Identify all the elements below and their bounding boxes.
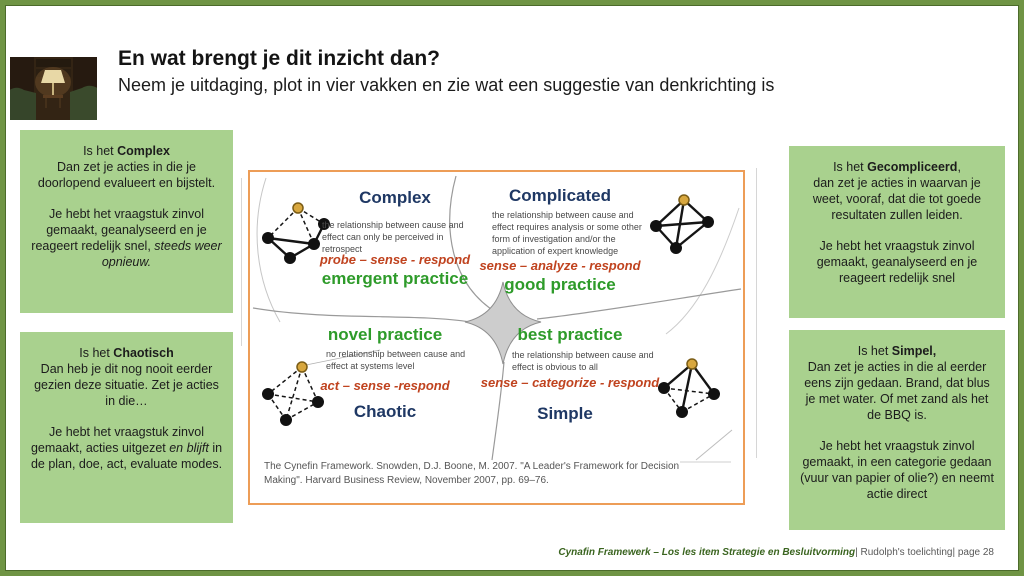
note-emphasis: steeds weer opnieuw. (101, 239, 222, 269)
note-simpel-paragraph-2 (798, 438, 996, 502)
note-text: , (957, 160, 961, 174)
slide-footer (558, 547, 994, 558)
quadrant-practice-simple: best practice (517, 325, 623, 344)
note-gecompliceerd-paragraph-1 (798, 159, 996, 223)
network-solid-dashed-icon (658, 359, 720, 418)
page-subtitle: Neem je uitdaging, plot in vier vakken en zie wat een suggestie van denkrichting is (118, 75, 775, 96)
diagram-citation: The Cynefin Framework. Snowden, D.J. Boone, M. 2007. "A Leader's Framework for Decision Making". Harvard Business Review, November 2007, pp. 69–76. (264, 461, 680, 486)
note-text: Is het (79, 346, 114, 360)
quadrant-desc-complex: the relationship between cause and effect can only be perceived in retrospect (322, 220, 464, 254)
note-text: Je hebt het vraagstuk zinvol gemaakt, acties uitgezet (30, 425, 204, 455)
note-chaotisch-paragraph-2 (29, 424, 224, 472)
right-placeholder-edge (756, 168, 757, 458)
note-box-simpel (789, 330, 1005, 530)
note-text: Is het (833, 160, 868, 174)
note-text: Dan zet je acties in die al eerder eens zijn gedaan. Brand, dat blus je met water. Of met zand als het de BBQ is. (804, 360, 990, 422)
note-chaotisch-paragraph-1 (29, 345, 224, 409)
quadrant-sequence-simple: sense – categorize - respond (480, 375, 660, 390)
note-keyword: Complex (117, 144, 170, 158)
quadrant-practice-complex: emergent practice (321, 269, 469, 288)
footer-page-info: | Rudolph's toelichting| page 28 (855, 547, 994, 558)
note-complex-paragraph-2 (29, 206, 224, 270)
quadrant-title-chaotic: Chaotic (353, 402, 417, 421)
note-box-gecompliceerd (789, 146, 1005, 318)
left-placeholder-edge (241, 178, 242, 346)
note-keyword: Gecompliceerd (867, 160, 958, 174)
note-keyword: Simpel, (891, 344, 937, 358)
note-gecompliceerd-paragraph-2 (798, 238, 996, 286)
note-complex-paragraph-1 (29, 143, 224, 191)
quadrant-practice-chaotic: novel practice (327, 325, 443, 344)
page-title: En wat brengt je dit inzicht dan? (118, 47, 441, 70)
quadrant-title-simple: Simple (537, 404, 593, 423)
note-text: Dan heb je dit nog nooit eerder gezien deze situatie. Zet je acties in die… (34, 362, 219, 408)
note-box-chaotisch (20, 332, 233, 523)
quadrant-desc-complicated: the relationship between cause and effect requires analysis or some other form of investigation and/or the application of expert knowledge (492, 210, 642, 256)
quadrant-sequence-complex: probe – sense - respond (319, 252, 471, 267)
note-text: Je hebt het vraagstuk zinvol gemaakt, in een categorie gedaan (vuur van papier of olie?) en neemt actie direct (800, 439, 994, 501)
note-emphasis: en blijft (169, 441, 209, 455)
note-text: Is het (83, 144, 118, 158)
divider-left (253, 308, 470, 322)
quadrant-practice-complicated: good practice (504, 275, 616, 294)
network-solid-lines-icon (650, 195, 714, 254)
title-block (118, 46, 898, 97)
cynefin-framework-diagram (248, 170, 745, 505)
quadrant-sequence-complicated: sense – analyze - respond (479, 258, 641, 273)
room-with-lamp-photo (10, 57, 97, 120)
quadrant-desc-simple: the relationship between cause and effect is obvious to all (512, 350, 654, 372)
quadrant-sequence-chaotic: act – sense -respond (320, 378, 450, 393)
note-text: Dan zet je acties in die je doorlopend evalueert en bijstelt. (37, 160, 216, 190)
note-text: in de plan, doe, act, evaluate modes. (30, 441, 223, 471)
note-box-complex (20, 130, 233, 313)
note-text: Je hebt het vraagstuk zinvol gemaakt, geanalyseerd en je reageert redelijk snel, (31, 207, 207, 253)
footer-course-title: Cynafin Framewerk – Los les item Strategie en Besluitvorming (558, 547, 856, 558)
note-text: Je hebt het vraagstuk zinvol gemaakt, geanalyseerd en je reageert redelijk snel (816, 239, 978, 285)
note-keyword: Chaotisch (113, 346, 174, 360)
note-simpel-paragraph-1 (798, 343, 996, 423)
note-text: dan zet je acties in waarvan je weet, vooraf, dat die tot goede resultaten zullen leiden. (812, 176, 982, 222)
room-photo-graphic (10, 57, 97, 120)
quadrant-title-complicated: Complicated (508, 186, 612, 205)
quadrant-title-complex: Complex (359, 188, 431, 207)
note-text: Is het (857, 344, 892, 358)
quadrant-desc-chaotic: no relationship between cause and effect at systems level (326, 349, 466, 371)
